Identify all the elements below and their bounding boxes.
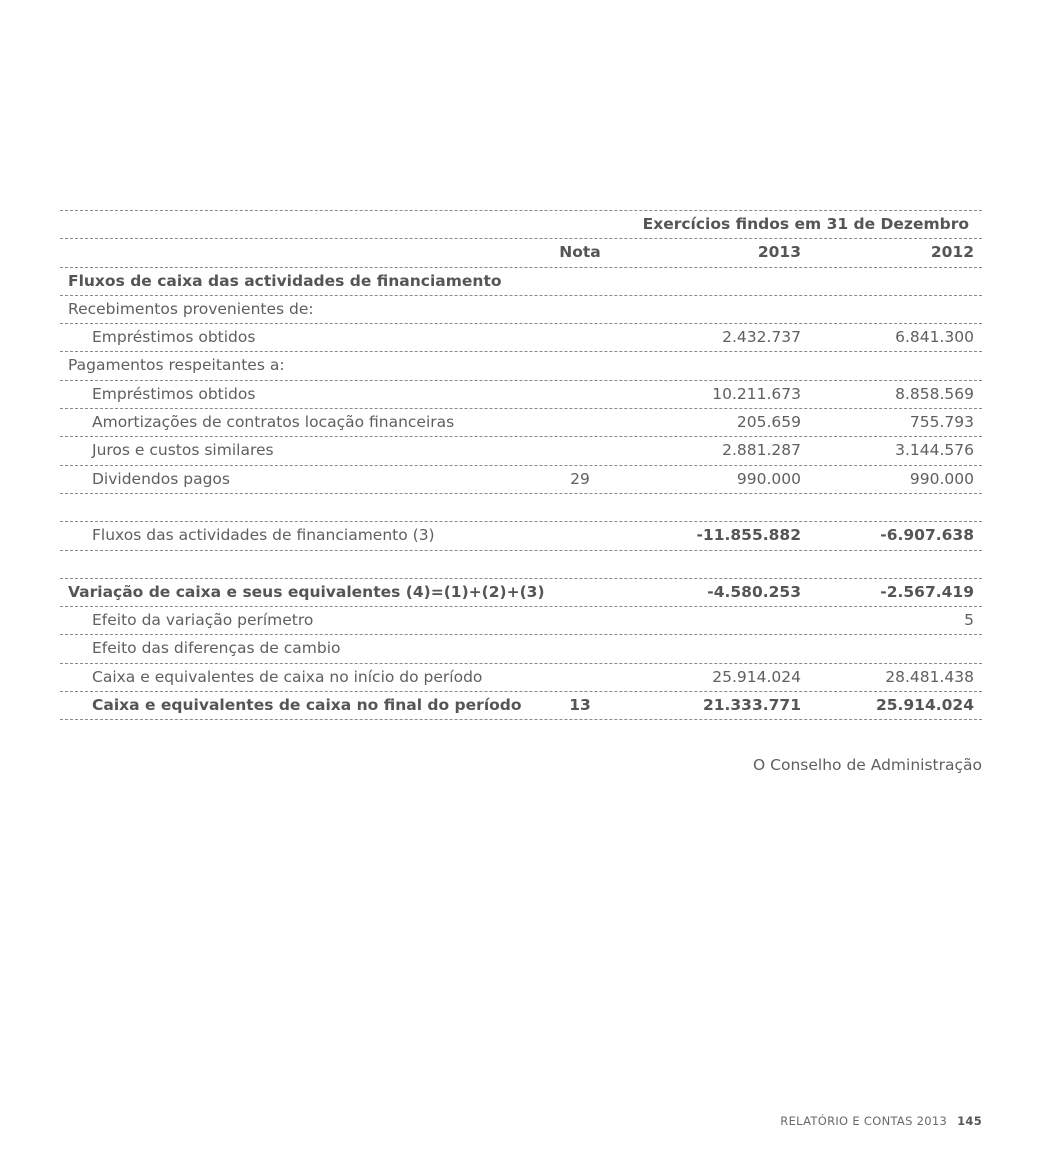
row-value-2013: 10.211.673 (712, 384, 801, 403)
row-label: Fluxos das actividades de financiamento (3) (92, 526, 435, 545)
table-row (60, 381, 982, 409)
header-group-label: Exercícios findos em 31 de Dezembro (642, 215, 969, 233)
table-row (60, 268, 982, 296)
row-value-2012: 28.481.438 (885, 667, 974, 686)
row-label: Fluxos de caixa das actividades de financiamento (68, 271, 502, 290)
footer-report-title: RELATÓRIO E CONTAS 2013 (780, 1114, 948, 1128)
row-value-2012: 755.793 (909, 413, 974, 432)
row-label: Variação de caixa e seus equivalentes (4)=(1)+(2)+(3) (68, 582, 545, 601)
row-value-2012: 6.841.300 (895, 328, 974, 347)
row-value-2013: 2.432.737 (722, 328, 801, 347)
table-row (60, 324, 982, 352)
row-value-2013: 990.000 (736, 469, 801, 488)
table-row (60, 437, 982, 465)
row-label: Juros e custos similares (92, 441, 274, 460)
row-label: Dividendos pagos (92, 469, 230, 488)
header-2012: 2012 (930, 243, 974, 262)
row-value-2012: 25.914.024 (875, 696, 974, 715)
row-value-2012: 8.858.569 (895, 384, 974, 403)
row-label: Empréstimos obtidos (92, 328, 256, 347)
table-row (60, 296, 982, 324)
header-2013: 2013 (757, 243, 801, 262)
signature-text: O Conselho de Administração (753, 756, 982, 774)
table-row (60, 466, 982, 494)
table-row (60, 409, 982, 437)
header-group-row (60, 211, 982, 239)
row-label: Caixa e equivalentes de caixa no início do período (92, 667, 483, 686)
row-value-2013: -11.855.882 (696, 526, 801, 545)
row-value-2012: -2.567.419 (880, 582, 974, 601)
spacer-row (60, 551, 982, 579)
cash-flow-table (60, 210, 982, 720)
row-value-2013: 21.333.771 (702, 696, 801, 715)
header-row (60, 239, 982, 267)
row-value-2013: 25.914.024 (712, 667, 801, 686)
table-row (60, 607, 982, 635)
row-value-2013: 205.659 (736, 413, 801, 432)
row-value-2013: -4.580.253 (707, 582, 801, 601)
page-footer (780, 1114, 982, 1128)
row-label: Efeito da variação perímetro (92, 611, 314, 630)
table-row (60, 635, 982, 663)
row-value-2012: 5 (964, 611, 974, 630)
row-label: Empréstimos obtidos (92, 384, 256, 403)
row-label: Recebimentos provenientes de: (68, 299, 314, 318)
row-label: Caixa e equivalentes de caixa no final do período (92, 696, 522, 715)
row-label: Amortizações de contratos locação financeiras (92, 413, 455, 432)
row-value-2013: 2.881.287 (722, 441, 801, 460)
table-row (60, 579, 982, 607)
table-row (60, 522, 982, 550)
header-nota: Nota (559, 243, 601, 262)
table-row (60, 692, 982, 720)
row-label: Pagamentos respeitantes a: (68, 356, 285, 375)
row-value-2012: 990.000 (909, 469, 974, 488)
row-nota: 29 (570, 469, 590, 488)
row-value-2012: -6.907.638 (880, 526, 974, 545)
spacer-row (60, 494, 982, 522)
page-number: 145 (957, 1114, 982, 1128)
row-label: Efeito das diferenças de cambio (92, 639, 341, 658)
row-nota: 13 (569, 696, 591, 715)
row-value-2012: 3.144.576 (895, 441, 974, 460)
table-row (60, 352, 982, 380)
table-row (60, 664, 982, 692)
